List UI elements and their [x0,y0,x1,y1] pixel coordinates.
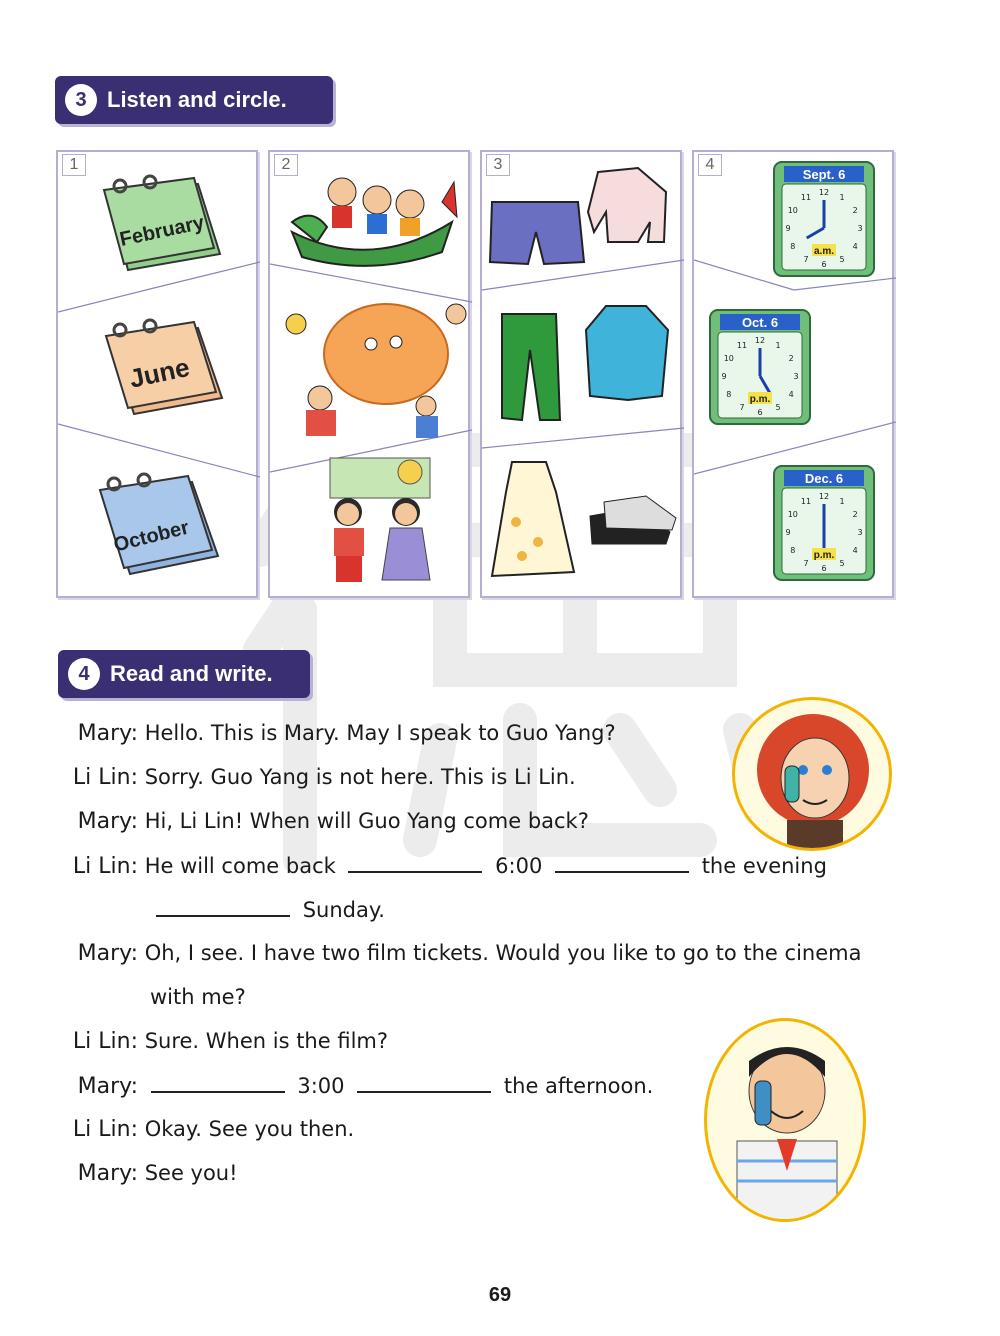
section-4-title [58,650,310,698]
dress-and-shoes-picture[interactable] [486,452,682,592]
panel-1-months [56,150,258,598]
speaker: Li Lin: [72,854,138,879]
answer-blank-2[interactable] [555,853,689,873]
calendar-icon-february[interactable] [98,166,228,278]
line-text: with me? [150,985,246,1009]
calendar-label-june: June [126,351,193,394]
speaker: Mary: [77,721,138,746]
panel-number: 3 [486,154,510,176]
calendar-label-february: February [117,211,207,251]
answer-blank-5[interactable] [357,1073,491,1093]
shorts-and-blouse-picture[interactable] [488,162,680,272]
clock-number: 9 [785,224,791,233]
clock-number: 11 [800,192,812,202]
panel-4-clocks [692,150,894,598]
mary-portrait [732,697,892,851]
mid-autumn-picture[interactable] [310,452,440,594]
clock-period: p.m. [749,394,771,405]
clock-number: 2 [852,510,858,519]
speaker: Mary: [77,809,138,834]
clock-number: 8 [790,242,796,251]
page-number: 69 [488,1284,512,1306]
answer-blank-4[interactable] [151,1073,285,1093]
speaker: Mary: [77,941,138,966]
clock-number: 5 [839,255,845,265]
clock-number: 4 [788,390,794,399]
li-lin-portrait [704,1018,866,1222]
dialog-line-10 [66,1117,354,1142]
clock-period: p.m. [813,550,835,561]
clock-number: 8 [790,546,796,555]
clock-number: 6 [821,260,827,269]
dialog-line-11 [66,1161,238,1186]
panel-number: 2 [274,154,298,176]
clock-number: 2 [788,354,794,363]
clock-number: 5 [775,403,781,413]
clock-number: 3 [857,528,863,537]
clock-number: 11 [800,496,812,506]
dialog-line-8 [66,1029,388,1054]
panel-number: 1 [62,154,86,176]
clock-number: 11 [736,340,748,350]
clock-period: a.m. [813,246,835,257]
clock-number: 1 [839,192,845,202]
answer-blank-1[interactable] [348,853,482,873]
girl-on-phone-icon [735,700,889,848]
clock-icon[interactable] [708,308,812,426]
speaker: Mary: [77,1161,138,1186]
dialog-line-7 [150,985,246,1009]
dialog-line-6 [66,941,861,966]
speaker: Li Lin: [72,1117,138,1142]
dialog-line-4 [66,853,827,879]
line-text: Hi, Li Lin! When will Guo Yang come back? [144,809,589,833]
line-text: the afternoon. [503,1074,654,1098]
clock-number: 9 [721,372,727,381]
clock-number: 2 [852,206,858,215]
lion-dance-picture[interactable] [276,294,470,444]
clock-number: 12 [818,492,830,501]
clock-number: 1 [839,496,845,506]
line-text: Sunday. [302,898,385,922]
clock-number: 10 [787,510,798,519]
clock-date: Sept. 6 [802,167,846,182]
clock-number: 4 [852,242,858,251]
line-text: Okay. See you then. [144,1117,355,1141]
clock-number: 4 [852,546,858,555]
speaker: Li Lin: [72,1029,138,1054]
line-text: the evening [701,854,827,878]
pants-and-raincoat-picture[interactable] [496,300,676,424]
line-text: See you! [144,1161,238,1185]
dragon-boat-picture[interactable] [282,162,462,272]
clock-icon[interactable] [772,464,876,582]
line-text: Hello. This is Mary. May I speak to Guo Yang? [144,721,616,745]
line-text: He will come back [144,854,336,878]
panel-number: 4 [698,154,722,176]
clock-number: 3 [793,372,799,381]
line-text: Sure. When is the film? [144,1029,389,1053]
clock-number: 6 [757,408,763,417]
line-text: 6:00 [495,854,543,878]
clock-date: Oct. 6 [741,315,779,330]
line-text: Sorry. Guo Yang is not here. This is Li Lin. [144,765,576,789]
section-4-number: 4 [68,658,100,690]
clock-number: 10 [723,354,734,363]
clock-icon[interactable] [772,160,876,278]
dialog-line-9 [66,1073,653,1099]
line-text: 3:00 [297,1074,345,1098]
clock-number: 10 [787,206,798,215]
clock-number: 3 [857,224,863,233]
clock-date: Dec. 6 [804,471,844,486]
dialog-line-2 [66,765,576,790]
clock-number: 5 [839,559,845,569]
calendar-icon-october[interactable] [92,464,226,582]
clock-number: 6 [821,564,827,573]
boy-on-phone-icon [707,1021,863,1219]
section-3-heading: Listen and circle. [107,87,287,112]
calendar-label-october: October [111,516,192,557]
section-3-number: 3 [65,84,97,116]
clock-number: 8 [726,390,732,399]
panel-2-festivals [268,150,470,598]
line-text: Oh, I see. I have two film tickets. Would you like to go to the cinema [144,941,862,965]
clock-number: 7 [739,403,745,413]
clock-number: 9 [785,528,791,537]
dialog-line-3 [66,809,589,834]
dialog-line-5 [150,897,385,922]
clock-number: 7 [803,255,809,265]
answer-blank-3[interactable] [156,897,290,917]
clock-number: 7 [803,559,809,569]
clock-number: 12 [818,188,830,197]
speaker: Mary: [77,1074,138,1099]
calendar-icon-june[interactable] [98,308,228,420]
dialog-line-1 [66,721,616,746]
clock-number: 12 [754,336,766,345]
section-4-heading: Read and write. [110,661,273,686]
section-3-title [55,76,333,124]
speaker: Li Lin: [72,765,138,790]
clock-number: 1 [775,340,781,350]
panel-3-clothes [480,150,682,598]
